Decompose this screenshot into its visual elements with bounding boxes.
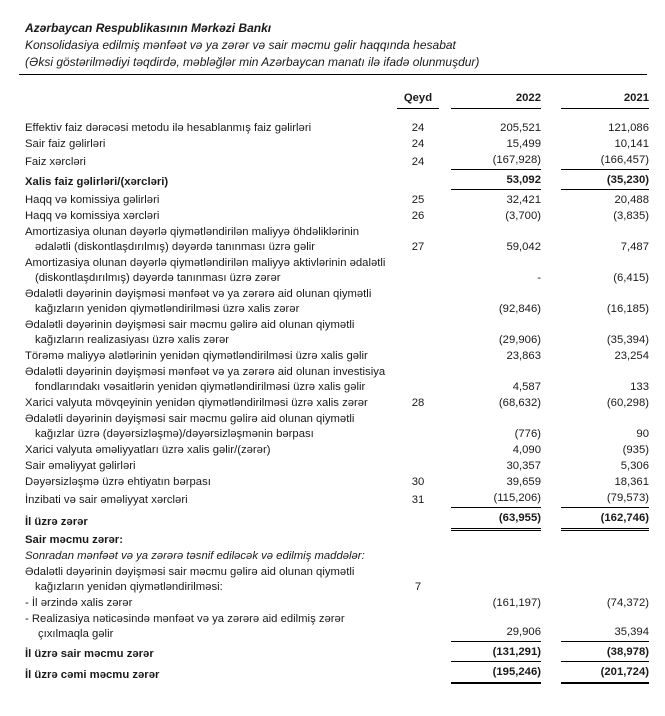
row-label: Dəyərsizləşmə üzrə ehtiyatın bərpası (25, 476, 211, 488)
row-label: Amortizasiya olunan dəyərlə qiymətləndirilən maliyyə aktivlərinin ədalətli (diskontlaşdırılmış) dəyərdə tanınması üzrə zərər (25, 257, 386, 284)
column-gap (439, 317, 451, 348)
column-gap (541, 442, 561, 458)
row-value-2022: 29,906 (451, 611, 541, 642)
row-value-2022: 39,659 (506, 476, 541, 488)
column-gap (439, 411, 451, 442)
row-note-number: 24 (411, 138, 425, 150)
statement-row (25, 348, 649, 364)
column-gap (439, 530, 451, 548)
row-value-2022: - (537, 272, 541, 284)
statement-row (25, 208, 649, 224)
row-value-2021 (561, 548, 649, 564)
row-label: Xalis faiz gəlirləri/(xərcləri) (25, 175, 169, 188)
row-value-2021 (561, 530, 649, 548)
row-note-number (397, 364, 439, 395)
row-note-number (397, 662, 439, 684)
row-label: Haqq və komissiya gəlirləri (25, 194, 160, 206)
column-gap (541, 364, 561, 395)
row-value-2021: 20,488 (614, 194, 649, 206)
column-gap (541, 490, 561, 508)
row-note-number (397, 530, 439, 548)
row-label: İl üzrə zərər (25, 515, 88, 528)
statement-row (25, 442, 649, 458)
row-value-2021: 10,141 (614, 138, 649, 150)
row-value-2022: 23,863 (506, 350, 541, 362)
statement-row (25, 474, 649, 490)
statement-row (25, 109, 649, 137)
column-gap (541, 508, 561, 530)
row-label: Törəmə maliyyə alətlərinin yenidən qiymətləndirilməsi üzrə xalis gəlir (25, 350, 368, 362)
row-value-2021: (74,372) (606, 596, 649, 609)
row-label: Ədalətli dəyərinin dəyişməsi mənfəət və ya zərərə aid olunan investisiya fondlarındakı vəsaitlərin yenidən qiymətləndirilməsi üzrə xalis gəlir (25, 366, 386, 393)
statement-row (25, 317, 649, 348)
row-value-2022: (92,846) (498, 303, 541, 315)
column-header-2021: 2021 (561, 90, 649, 109)
column-gap (439, 458, 451, 474)
row-label: Amortizasiya olunan dəyərlə qiymətləndirilən maliyyə öhdəliklərinin ədalətli (diskontlaşdırılmış) dəyərdə tanınması üzrə gəlir (25, 226, 360, 253)
row-value-2022: (776) (514, 428, 541, 440)
column-header-qeyd: Qeyd (397, 90, 439, 109)
column-gap (439, 170, 451, 190)
row-value-2021: (166,457) (561, 152, 649, 170)
row-value-2022: 4,090 (512, 444, 541, 456)
row-value-2022 (451, 530, 541, 548)
currency-note: (Əksi göstərilmədiyi təqdirdə, məbləğlər min Azərbaycan manatı ilə ifadə olunmuşdur) (25, 55, 480, 69)
column-gap (541, 611, 561, 642)
statement-row (25, 255, 649, 286)
column-gap (439, 348, 451, 364)
statement-row (25, 508, 649, 530)
statement-row (25, 642, 649, 662)
row-value-2021: (38,978) (561, 642, 649, 662)
statement-row (25, 530, 649, 548)
column-gap (541, 348, 561, 364)
row-value-2021 (561, 564, 649, 595)
column-gap (541, 190, 561, 209)
statement-row (25, 136, 649, 152)
column-gap (541, 474, 561, 490)
row-value-2021: (201,724) (561, 662, 649, 684)
column-gap (439, 548, 451, 564)
column-gap (439, 595, 451, 611)
row-note-number: 30 (411, 476, 425, 488)
row-value-2021: 90 (636, 428, 649, 440)
row-label: İl üzrə sair məcmu zərər (25, 647, 154, 660)
row-value-2022 (451, 548, 541, 564)
column-gap (541, 564, 561, 595)
row-label: Sair məcmu zərər: (25, 533, 123, 546)
column-gap (541, 548, 561, 564)
row-note-number (397, 255, 439, 286)
statement-row (25, 364, 649, 395)
bank-name: Azərbaycan Respublikasının Mərkəzi Bankı (25, 21, 272, 35)
document-header (19, 20, 647, 75)
column-gap (439, 611, 451, 642)
statement-row (25, 190, 649, 209)
column-gap (541, 642, 561, 662)
row-label: Ədalətli dəyərinin dəyişməsi sair məcmu gəlirə aid olunan qiymətli kağızların yenidən qiymətləndirilməsi: (25, 565, 355, 593)
row-note-number: 28 (411, 397, 425, 409)
statement-row (25, 411, 649, 442)
row-note-number: 24 (411, 122, 425, 134)
statement-row (25, 395, 649, 411)
column-gap (541, 411, 561, 442)
row-value-2021: (935) (622, 444, 649, 456)
row-value-2021: (3,835) (613, 210, 649, 222)
row-value-2022: (161,197) (492, 596, 541, 609)
row-label: Ədalətli dəyərinin dəyişməsi sair məcmu gəlirə aid olunan qiymətli kağızlar üzrə (dəyərsizləşmə)/dəyərsizləşmənin bərpası (25, 413, 355, 440)
column-gap (541, 530, 561, 548)
column-gap (439, 152, 451, 170)
row-note-number (397, 442, 439, 458)
row-note-number: 31 (411, 493, 425, 506)
row-note-number: 7 (414, 580, 422, 593)
column-gap (439, 90, 451, 109)
column-gap (439, 109, 451, 137)
row-note-number (397, 595, 439, 611)
row-value-2022: (167,928) (451, 152, 541, 170)
row-value-2022: 4,587 (512, 381, 541, 393)
row-note-number: 24 (411, 155, 425, 168)
column-gap (439, 208, 451, 224)
row-label: Effektiv faiz dərəcəsi metodu ilə hesablanmış faiz gəlirləri (25, 122, 312, 134)
row-value-2022: (195,246) (451, 662, 541, 684)
row-value-2022: 53,092 (451, 170, 541, 190)
row-value-2021: (79,573) (561, 490, 649, 508)
income-statement-table (25, 90, 649, 684)
statement-row (25, 595, 649, 611)
row-value-2022: (29,906) (498, 334, 541, 346)
row-value-2021: (16,185) (606, 303, 649, 315)
row-value-2022: 59,042 (506, 241, 541, 253)
row-label: Xarici valyuta mövqeyinin yenidən qiymətləndirilməsi üzrə xalis zərər (25, 397, 368, 409)
row-note-number (397, 642, 439, 662)
row-note-number (397, 411, 439, 442)
row-note-number (397, 170, 439, 190)
row-value-2021: 18,361 (614, 476, 649, 488)
row-value-2021: 5,306 (620, 460, 649, 472)
statement-row (25, 224, 649, 255)
row-label: - Realizasiya nəticəsində mənfəət və ya zərərə aid edilmiş zərər çıxılmaqla gəlir (25, 612, 345, 640)
row-value-2022: (63,955) (451, 508, 541, 530)
column-gap (439, 662, 451, 684)
statement-row (25, 170, 649, 190)
statement-row (25, 490, 649, 508)
row-value-2021: (35,394) (606, 334, 649, 346)
row-value-2022: 205,521 (500, 122, 541, 134)
column-gap (541, 395, 561, 411)
row-value-2022: (131,291) (451, 642, 541, 662)
row-label: - İl ərzində xalis zərər (25, 596, 133, 609)
column-gap (541, 224, 561, 255)
row-label: İnzibati və sair əməliyyat xərcləri (25, 493, 188, 506)
row-note-number (397, 348, 439, 364)
row-value-2021: 35,394 (561, 611, 649, 642)
row-note-number (397, 611, 439, 642)
column-gap (439, 490, 451, 508)
column-gap (541, 286, 561, 317)
row-note-number: 26 (411, 210, 425, 222)
row-value-2022: (3,700) (505, 210, 541, 222)
column-gap (541, 662, 561, 684)
column-gap (439, 642, 451, 662)
column-header-row (25, 90, 649, 109)
row-note-number (397, 286, 439, 317)
column-header-2022: 2022 (451, 90, 541, 109)
row-value-2022: (68,632) (498, 397, 541, 409)
row-value-2021: 23,254 (614, 350, 649, 362)
column-gap (439, 395, 451, 411)
row-value-2022: (115,206) (451, 490, 541, 508)
statement-title: Konsolidasiya edilmiş mənfəət və ya zərər və sair məcmu gəlir haqqında hesabat (25, 38, 456, 52)
statement-rows (25, 109, 649, 684)
column-gap (541, 170, 561, 190)
row-label: Haqq və komissiya xərcləri (25, 210, 160, 222)
statement-row (25, 152, 649, 170)
statement-row (25, 286, 649, 317)
statement-row (25, 611, 649, 642)
column-gap (541, 458, 561, 474)
row-value-2021: 7,487 (620, 241, 649, 253)
row-note-number: 27 (411, 241, 425, 253)
row-note-number (397, 458, 439, 474)
row-value-2021: 133 (630, 381, 649, 393)
column-gap (439, 286, 451, 317)
column-gap (541, 208, 561, 224)
column-gap (541, 136, 561, 152)
row-note-number: 25 (411, 194, 425, 206)
column-gap (439, 224, 451, 255)
row-label: Sonradan mənfəət və ya zərərə təsnif ediləcək və edilmiş maddələr: (25, 549, 365, 562)
row-value-2022 (451, 564, 541, 595)
statement-row (25, 458, 649, 474)
column-gap (541, 90, 561, 109)
row-value-2021: (6,415) (613, 272, 649, 284)
row-label: Xarici valyuta əməliyyatları üzrə xalis gəlir/(zərər) (25, 444, 271, 456)
statement-row (25, 548, 649, 564)
column-gap (439, 255, 451, 286)
column-gap (439, 190, 451, 209)
row-value-2021: (60,298) (606, 397, 649, 409)
row-value-2022: 32,421 (506, 194, 541, 206)
column-gap (439, 564, 451, 595)
row-note-number (397, 508, 439, 530)
column-gap (541, 255, 561, 286)
column-gap (541, 152, 561, 170)
column-gap (541, 109, 561, 137)
row-label: Ədalətli dəyərinin dəyişməsi mənfəət və ya zərərə aid olunan qiymətli kağızların yenidən qiymətləndirilməsi üzrə xalis zərər (25, 288, 372, 315)
row-label: Sair əməliyyat gəlirləri (25, 460, 136, 472)
column-gap (439, 136, 451, 152)
column-gap (541, 317, 561, 348)
row-value-2022: 30,357 (506, 460, 541, 472)
row-value-2021: (162,746) (561, 508, 649, 530)
row-value-2021: (35,230) (561, 170, 649, 190)
statement-row (25, 564, 649, 595)
column-header-empty (25, 90, 397, 109)
column-gap (439, 442, 451, 458)
table-header (25, 90, 649, 109)
row-label: Ədalətli dəyərinin dəyişməsi sair məcmu gəlirə aid olunan qiymətli kağızların realizasiyası üzrə xalis zərər (25, 319, 355, 346)
column-gap (439, 474, 451, 490)
row-note-number (397, 317, 439, 348)
row-label: Sair faiz gəlirləri (25, 138, 106, 150)
row-note-number (397, 548, 439, 564)
column-gap (439, 508, 451, 530)
row-value-2022: 15,499 (506, 138, 541, 150)
statement-row (25, 662, 649, 684)
row-label: İl üzrə cəmi məcmu zərər (25, 669, 160, 681)
row-label: Faiz xərcləri (25, 155, 86, 168)
row-value-2021: 121,086 (608, 122, 649, 134)
column-gap (541, 595, 561, 611)
column-gap (439, 364, 451, 395)
